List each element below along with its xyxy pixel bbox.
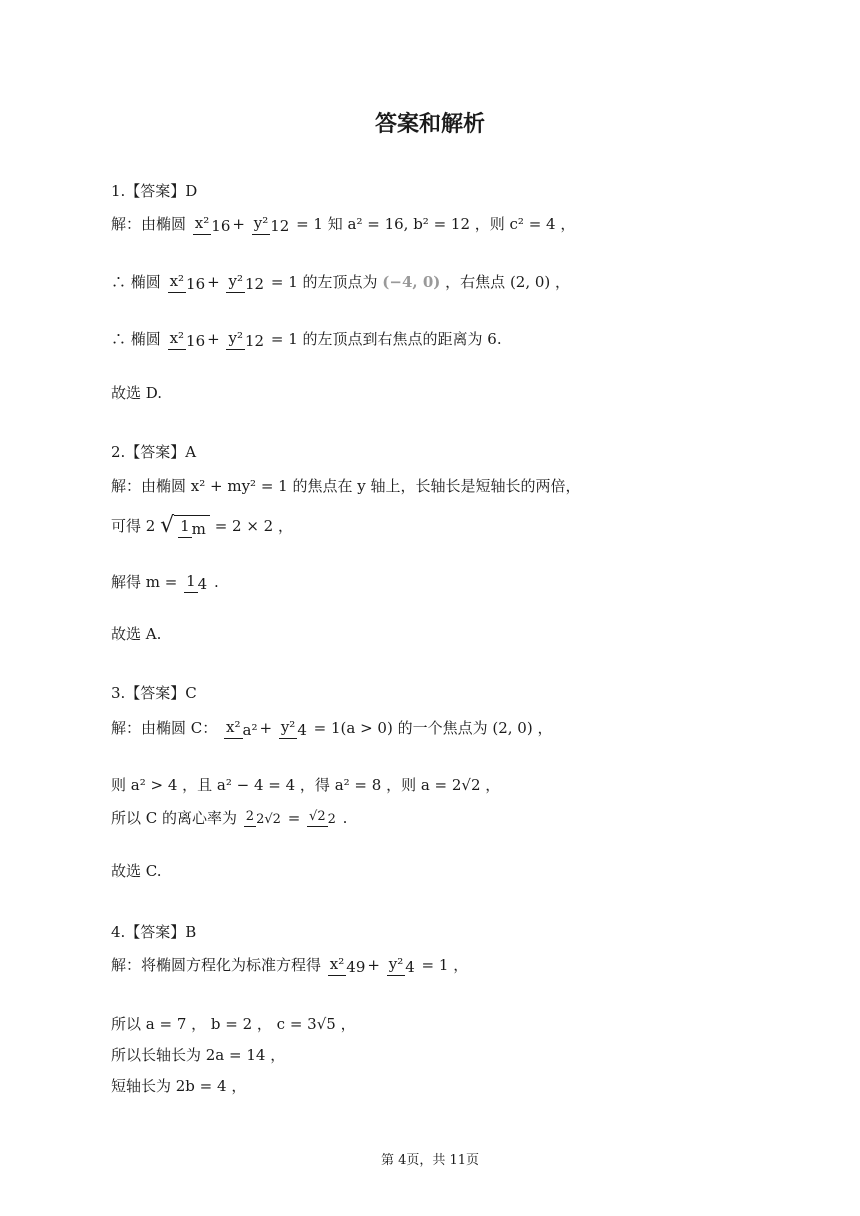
q2-line-3 <box>111 573 219 593</box>
q1-l3-text-b: = 1 的左顶点到右焦点的距离为 6. <box>270 330 502 349</box>
page-footer: 第 4页，共 11页 <box>380 1153 480 1168</box>
q1-l1-text-b: = 1 知 a² = 16, b² = 12 ，则 c² = 4 ， <box>296 215 576 234</box>
q2-l3-text-b: . <box>214 573 219 592</box>
q1-line-1: 解：由椭圆 x² 16 + y² 12 = 1 知 a² = 16, b² = 12 ，则 c² = 4 ， <box>111 214 576 235</box>
fraction-y2-12: y² 12 <box>228 329 265 350</box>
equals-sign: = <box>287 809 301 828</box>
q3-l3-text-b: . <box>342 809 348 828</box>
q4-line-2: 所以 a = 7 ， b = 2 ， c = 3√5 ， <box>111 1015 356 1033</box>
fraction-y2-4: y² 4 <box>280 718 307 739</box>
q1-l2-text-a: ∴ 椭圆 <box>111 273 161 292</box>
q1-line-4: 故选 D. <box>111 384 163 402</box>
q3-line-4: 故选 C. <box>111 862 162 880</box>
q1-answer-heading: 1.【答案】D <box>111 182 198 200</box>
fraction-2-over-2sqrt2: 2 2√2 <box>245 809 281 827</box>
q3-l1-text-b: = 1(a > 0) 的一个焦点为 (2, 0) ， <box>313 719 553 738</box>
q2-line-4: 故选 A. <box>111 625 162 643</box>
q3-l1-text-a: 解：由椭圆 C： <box>111 719 218 738</box>
fraction-x2-16: x² 16 <box>194 214 231 235</box>
fraction-y2-12: y² 12 <box>253 214 290 235</box>
q3-l3-text-a: 所以 C 的离心率为 <box>111 809 238 828</box>
fraction-x2-16: x² 16 <box>169 272 206 293</box>
sqrt-one-over-m: √ 1 m <box>160 515 210 538</box>
fraction-sqrt2-over-2: √2 2 <box>309 809 336 827</box>
fraction-one-quarter: 1 4 <box>186 572 208 593</box>
q1-line-3: ∴ 椭圆 x² 16 + y² 12 = 1 的左顶点到右焦点的距离为 6. <box>111 329 502 350</box>
q2-line-1: 解：由椭圆 x² + my² = 1 的焦点在 y 轴上，长轴长是短轴长的两倍， <box>111 477 581 495</box>
q4-l1-text-b: = 1 ， <box>421 956 469 975</box>
q2-line-2 <box>111 515 293 538</box>
left-vertex-coordinate: (−4, 0) <box>382 273 441 292</box>
q4-line-3: 所以长轴长为 2a = 14 ， <box>111 1046 286 1064</box>
fraction-y2-4: y² 4 <box>388 955 415 976</box>
q4-answer-heading: 4.【答案】B <box>111 923 197 941</box>
q4-l1-text-a: 解：将椭圆方程化为标准方程得 <box>111 956 322 975</box>
q4-line-1: 解：将椭圆方程化为标准方程得 x² 49 + y² 4 = 1 ， <box>111 955 469 976</box>
q1-l3-text-a: ∴ 椭圆 <box>111 330 161 349</box>
page-title: 答案和解析 <box>374 112 485 137</box>
fraction-y2-12: y² 12 <box>228 272 265 293</box>
q3-answer-heading: 3.【答案】C <box>111 684 197 702</box>
q3-line-1: 解：由椭圆 C： x² a² + y² 4 = 1(a > 0) 的一个焦点为 (2, 0) ， <box>111 718 553 739</box>
q1-l1-text-a: 解：由椭圆 <box>111 215 187 234</box>
q2-l2-text-b: = 2 × 2 ， <box>214 516 293 535</box>
fraction-x2-a2: x² a² <box>226 718 258 739</box>
q4-line-4: 短轴长为 2b = 4 ， <box>111 1077 247 1095</box>
q2-l3-text-a: 解得 m = <box>111 573 178 592</box>
q1-l2-text-b: = 1 的左顶点为 <box>270 273 378 292</box>
q1-l2-text-d: ，右焦点 (2, 0) ， <box>445 273 571 292</box>
q1-line-2: ∴ 椭圆 x² 16 + y² 12 = 1 的左顶点为 (−4, 0) ，右焦点 (2, 0) ， <box>111 272 571 293</box>
q2-answer-heading: 2.【答案】A <box>111 443 197 461</box>
q2-l2-text-a: 可得 2 <box>111 516 156 535</box>
fraction-x2-16: x² 16 <box>169 329 206 350</box>
fraction-x2-49: x² 49 <box>329 955 366 976</box>
q3-line-3 <box>111 810 347 827</box>
q3-line-2: 则 a² > 4 ，且 a² − 4 = 4 ，得 a² = 8 ，则 a = 2√2 ， <box>111 776 501 794</box>
